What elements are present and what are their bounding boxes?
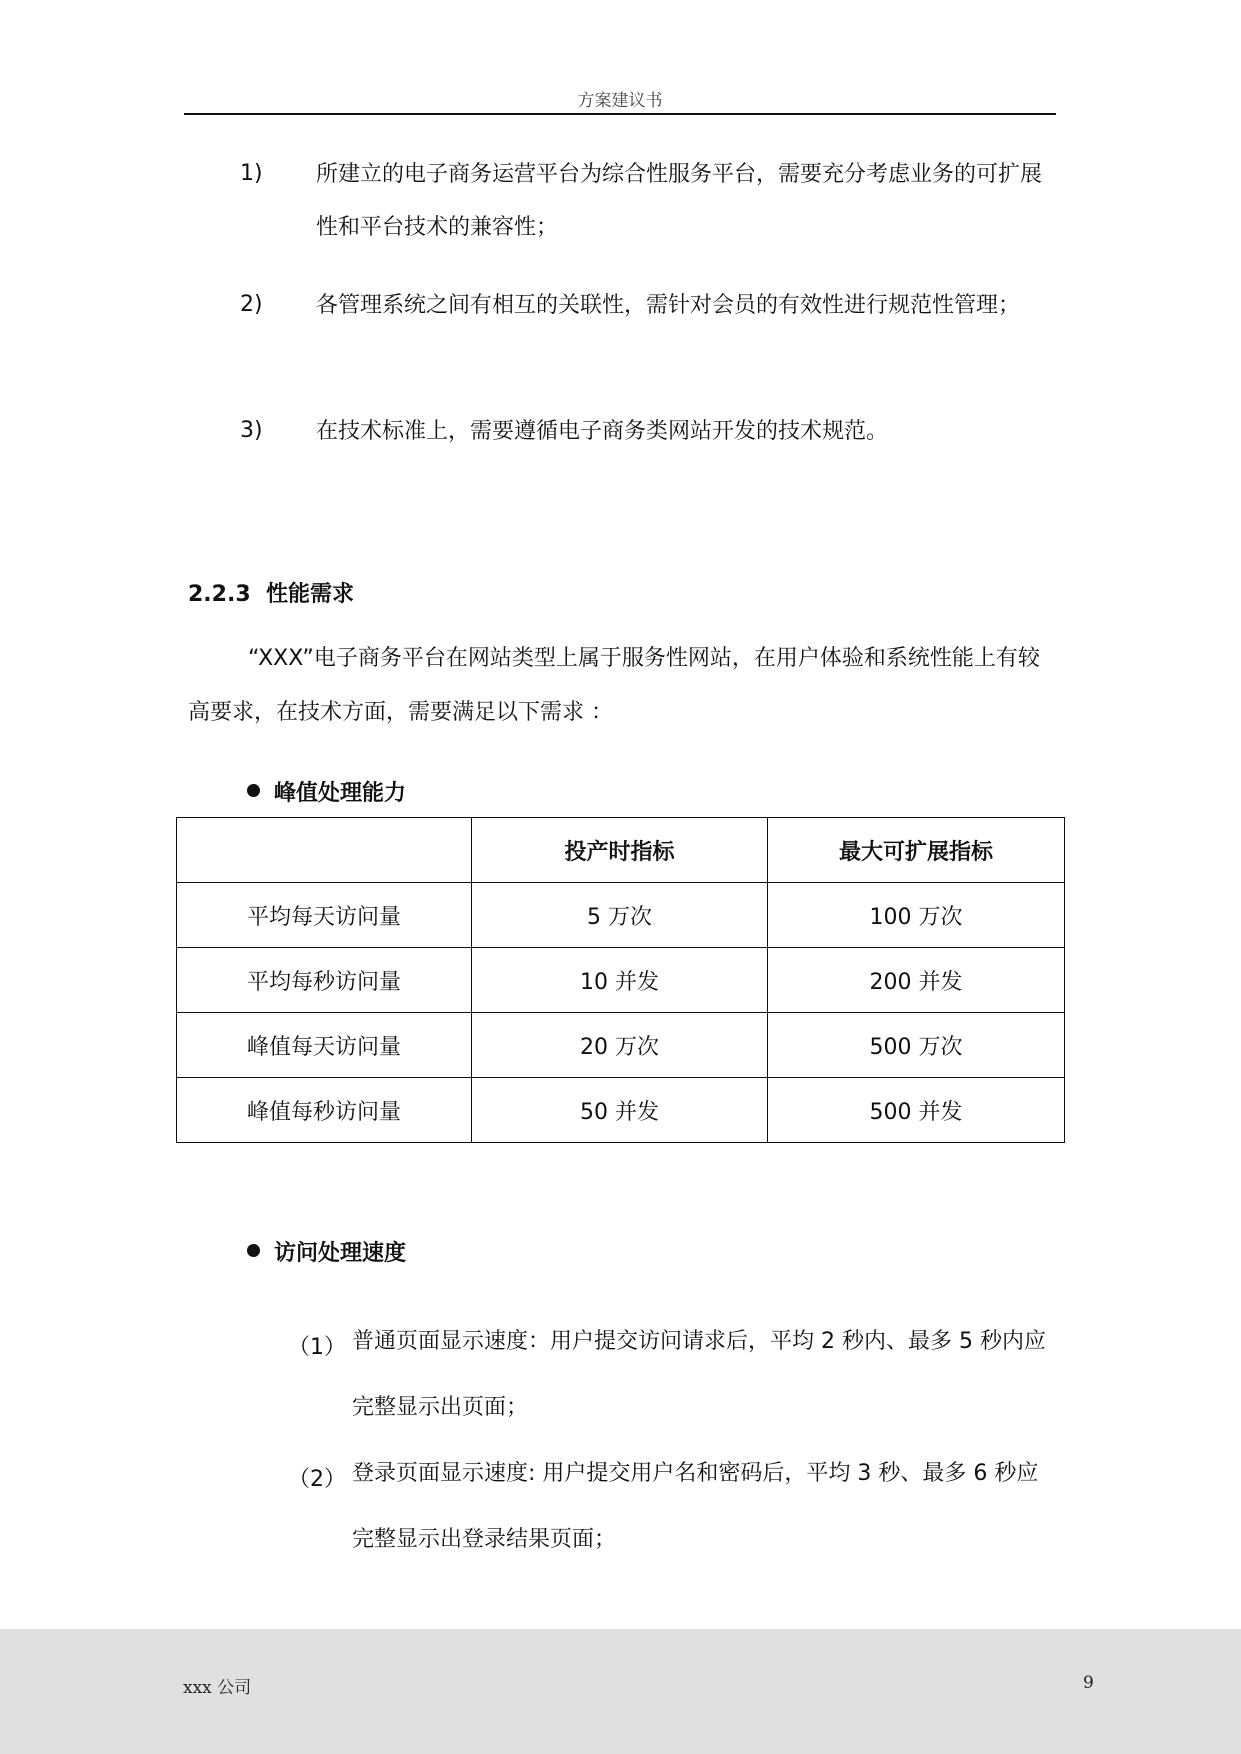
bullet-label: 峰值处理能力 [274,781,407,806]
table-header-cell: 投产时指标 [472,818,768,883]
peak-capacity-table [176,817,1065,1143]
list-text: 所建立的电子商务运营平台为综合性服务平台，需要充分考虑业务的可扩展性和平台技术的兼容性； [316,162,1043,240]
list-text: 在技术标准上，需要遵循电子商务类网站开发的技术规范。 [316,419,889,444]
table-cell: 平均每天访问量 [177,883,472,948]
table-cell: 50 并发 [472,1078,768,1143]
bullet-dot-icon [247,784,260,797]
bullet-dot-icon [247,1244,260,1257]
table-header-row [177,818,1065,883]
list-text: 各管理系统之间有相互的关联性，需针对会员的有效性进行规范性管理； [316,293,1021,318]
table-header-cell [177,818,472,883]
intro-paragraph [188,632,1058,740]
sub-list-marker: （2） [288,1467,346,1492]
sub-list-marker: （1） [288,1335,346,1360]
table-cell: 20 万次 [472,1013,768,1078]
table-row [177,1078,1065,1143]
section-number: 2.2.3 [188,582,251,607]
footer-company: xxx 公司 [183,1678,252,1698]
table-cell: 5 万次 [472,883,768,948]
sub-list-text: 登录页面显示速度: 用户提交用户名和密码后，平均 3 秒、最多 6 秒应完整显示出登录结果页面； [352,1461,1039,1552]
page-header-title: 方案建议书 [577,91,663,111]
page-footer [0,1629,1241,1754]
table-cell: 峰值每天访问量 [177,1013,472,1078]
intro-text: “XXX”电子商务平台在网站类型上属于服务性网站，在用户体验和系统性能上有较高要求，在技术方面，需要满足以下需求 ： [188,646,1040,725]
bullet-label: 访问处理速度 [274,1241,407,1266]
page-number: 9 [1083,1673,1094,1693]
table-header-cell: 最大可扩展指标 [768,818,1065,883]
bullet-peak-capacity [247,776,406,807]
table-cell: 100 万次 [768,883,1065,948]
bullet-access-speed [247,1236,406,1267]
table-cell: 峰值每秒访问量 [177,1078,472,1143]
table-cell: 200 并发 [768,948,1065,1013]
table-cell: 500 并发 [768,1078,1065,1143]
table-row [177,948,1065,1013]
table-row [177,1013,1065,1078]
table-cell: 平均每秒访问量 [177,948,472,1013]
table-cell: 500 万次 [768,1013,1065,1078]
list-marker: 1) [240,161,263,186]
list-marker: 3) [240,418,263,443]
section-title: 性能需求 [265,582,354,607]
list-marker: 2) [240,292,263,317]
header-divider [184,113,1056,115]
section-heading [188,577,354,608]
sub-list-text: 普通页面显示速度：用户提交访问请求后，平均 2 秒内、最多 5 秒内应完整显示出页面； [352,1329,1046,1420]
table-row [177,883,1065,948]
table-cell: 10 并发 [472,948,768,1013]
